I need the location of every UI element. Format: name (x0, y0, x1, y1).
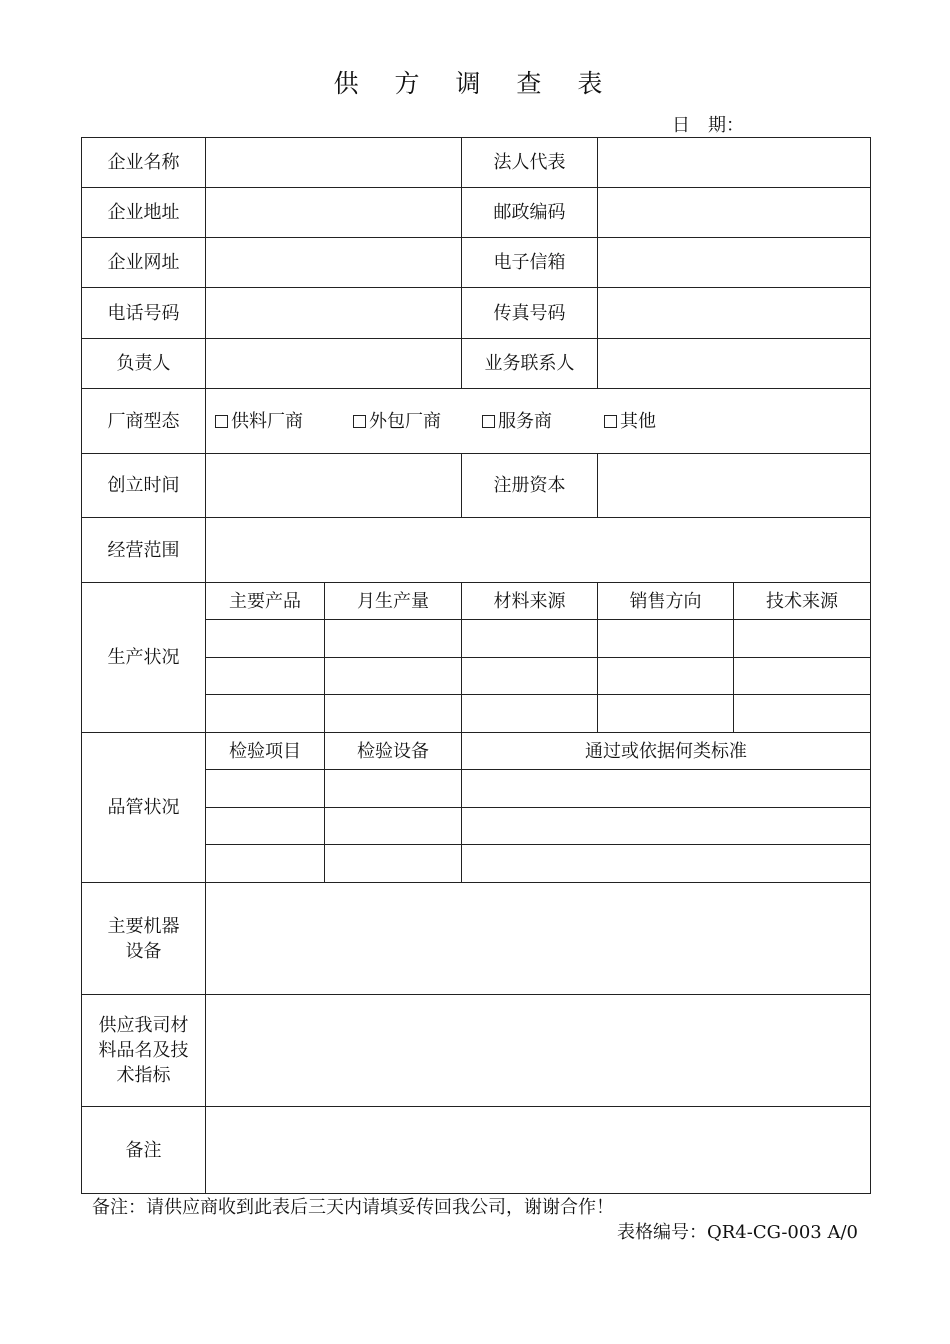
row-main-equipment (82, 883, 871, 995)
label-line: 设备 (125, 940, 162, 962)
form-title: 供 方 调 查 表 (333, 69, 617, 98)
row-business-scope (82, 518, 871, 583)
col-header: 主要产品 (206, 583, 325, 620)
checkbox-option-other[interactable] (604, 409, 656, 434)
label-line: 料品名及技 (98, 1040, 189, 1061)
label-fax: 传真号码 (462, 288, 598, 339)
production-cell[interactable] (598, 620, 734, 658)
checkbox-option-service[interactable] (482, 409, 552, 434)
production-cell[interactable] (734, 695, 871, 733)
label-company-website: 企业网址 (82, 238, 206, 288)
label-line: 主要机器 (107, 915, 180, 937)
label-production: 生产状况 (82, 583, 206, 733)
label-quality: 品管状况 (82, 733, 206, 883)
option-label: 服务商 (498, 410, 552, 432)
field-main-equipment[interactable] (206, 883, 871, 995)
label-founded: 创立时间 (82, 454, 206, 518)
label-company-address: 企业地址 (82, 188, 206, 238)
production-cell[interactable] (206, 658, 325, 695)
row-phone (82, 288, 871, 339)
label-remarks: 备注 (82, 1107, 206, 1194)
row-person-in-charge (82, 339, 871, 389)
field-registered-capital[interactable] (598, 454, 871, 518)
label-person-in-charge: 负责人 (82, 339, 206, 389)
field-business-scope[interactable] (206, 518, 871, 583)
quality-header-row (82, 733, 871, 770)
production-cell[interactable] (734, 658, 871, 695)
production-header-row (82, 583, 871, 620)
label-vendor-type: 厂商型态 (82, 389, 206, 454)
field-legal-rep[interactable] (598, 138, 871, 188)
quality-cell[interactable] (462, 845, 871, 883)
production-cell[interactable] (325, 695, 462, 733)
field-founded[interactable] (206, 454, 462, 518)
quality-cell[interactable] (206, 845, 325, 883)
label-line: 术指标 (116, 1065, 171, 1086)
quality-cell[interactable] (462, 808, 871, 845)
field-phone[interactable] (206, 288, 462, 339)
label-email: 电子信箱 (462, 238, 598, 288)
label-business-scope: 经营范围 (82, 518, 206, 583)
field-fax[interactable] (598, 288, 871, 339)
label-line: 供应我司材 (98, 1015, 189, 1036)
supplier-survey-table (81, 137, 871, 1194)
field-business-contact[interactable] (598, 339, 871, 389)
field-company-website[interactable] (206, 238, 462, 288)
checkbox-icon (215, 415, 228, 428)
col-header: 检验项目 (206, 733, 325, 770)
label-business-contact: 业务联系人 (462, 339, 598, 389)
production-cell[interactable] (206, 620, 325, 658)
label-postal-code: 邮政编码 (462, 188, 598, 238)
quality-cell[interactable] (325, 770, 462, 808)
row-vendor-type (82, 389, 871, 454)
form-code: 表格编号：QR4-CG-003 A/0 (616, 1222, 858, 1243)
col-header: 通过或依据何类标准 (462, 733, 871, 770)
row-remarks (82, 1107, 871, 1194)
production-cell[interactable] (462, 695, 598, 733)
row-company-website (82, 238, 871, 288)
col-header: 材料来源 (462, 583, 598, 620)
field-company-address[interactable] (206, 188, 462, 238)
production-cell[interactable] (206, 695, 325, 733)
production-cell[interactable] (598, 695, 734, 733)
vendor-type-options (206, 389, 871, 454)
footer-note: 备注：请供应商收到此表后三天内请填妥传回我公司，谢谢合作！ (92, 1197, 614, 1218)
date-label: 日 期： (672, 115, 744, 136)
option-label: 外包厂商 (369, 410, 441, 432)
checkbox-option-supplier[interactable] (215, 409, 303, 434)
option-label: 其他 (620, 410, 656, 432)
row-supply-materials (82, 995, 871, 1107)
label-main-equipment (82, 883, 206, 995)
label-registered-capital: 注册资本 (462, 454, 598, 518)
quality-cell[interactable] (206, 808, 325, 845)
row-company-name (82, 138, 871, 188)
checkbox-icon (482, 415, 495, 428)
production-cell[interactable] (734, 620, 871, 658)
row-company-address (82, 188, 871, 238)
quality-cell[interactable] (462, 770, 871, 808)
option-label: 供料厂商 (231, 410, 303, 432)
quality-cell[interactable] (325, 845, 462, 883)
col-header: 月生产量 (325, 583, 462, 620)
quality-cell[interactable] (325, 808, 462, 845)
production-cell[interactable] (462, 658, 598, 695)
field-company-name[interactable] (206, 138, 462, 188)
production-cell[interactable] (462, 620, 598, 658)
field-remarks[interactable] (206, 1107, 871, 1194)
label-legal-rep: 法人代表 (462, 138, 598, 188)
production-cell[interactable] (325, 658, 462, 695)
label-phone: 电话号码 (82, 288, 206, 339)
col-header: 技术来源 (734, 583, 871, 620)
checkbox-icon (604, 415, 617, 428)
label-supply-materials (82, 995, 206, 1107)
col-header: 销售方向 (598, 583, 734, 620)
field-person-in-charge[interactable] (206, 339, 462, 389)
checkbox-option-outsourcing[interactable] (353, 409, 441, 434)
label-company-name: 企业名称 (82, 138, 206, 188)
row-founded (82, 454, 871, 518)
checkbox-icon (353, 415, 366, 428)
quality-cell[interactable] (206, 770, 325, 808)
field-email[interactable] (598, 238, 871, 288)
production-cell[interactable] (598, 658, 734, 695)
production-cell[interactable] (325, 620, 462, 658)
field-postal-code[interactable] (598, 188, 871, 238)
field-supply-materials[interactable] (206, 995, 871, 1107)
col-header: 检验设备 (325, 733, 462, 770)
